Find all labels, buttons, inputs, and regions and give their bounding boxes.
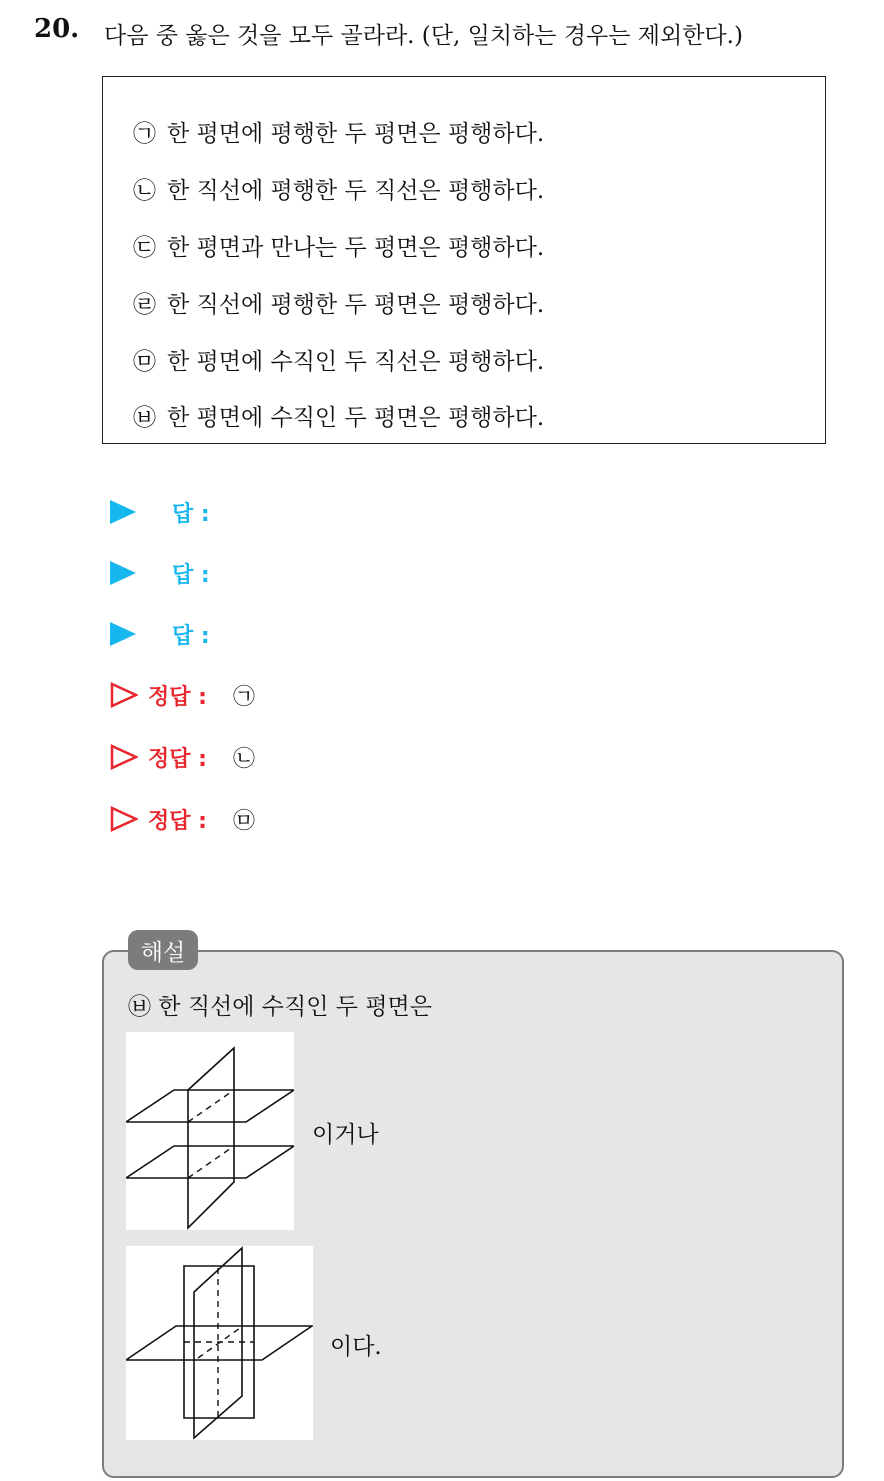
statement-text: 한 직선에 평행한 두 평면은 평행하다. xyxy=(167,292,545,318)
outline-triangle-icon xyxy=(110,806,138,832)
statement-2 xyxy=(133,172,544,205)
statement-text: 한 평면에 수직인 두 직선은 평행하다. xyxy=(167,349,545,375)
statement-text: 한 직선에 평행한 두 직선은 평행하다. xyxy=(167,178,545,204)
play-triangle-icon xyxy=(110,622,136,646)
correct-answer-row xyxy=(110,742,255,772)
statement-4 xyxy=(133,286,544,319)
figure-parallel-planes xyxy=(126,1032,294,1230)
correct-answer-value: ㉡ xyxy=(232,746,255,772)
statement-mark: ㉢ xyxy=(133,235,156,261)
statement-text: 한 평면과 만나는 두 평면은 평행하다. xyxy=(167,235,545,261)
outline-triangle-icon xyxy=(110,682,138,708)
outline-triangle-icon xyxy=(110,744,138,770)
statement-3 xyxy=(133,229,544,262)
explanation-text: ㉥ 한 직선에 수직인 두 평면은 xyxy=(128,994,432,1020)
question-text: 다음 중 옳은 것을 모두 골라라. (단, 일치하는 경우는 제외한다.) xyxy=(104,23,743,49)
statement-5 xyxy=(133,343,544,376)
answer-label: 답 : xyxy=(172,623,210,649)
statement-mark: ㉥ xyxy=(133,405,156,431)
statement-text: 한 평면에 평행한 두 평면은 평행하다. xyxy=(167,121,545,147)
statement-1 xyxy=(133,115,544,148)
answer-row[interactable] xyxy=(110,497,210,527)
question-number: 20. xyxy=(34,14,80,44)
correct-answer-row xyxy=(110,804,255,834)
answer-label: 답 : xyxy=(172,501,210,527)
explanation-tab: 해설 xyxy=(128,930,198,970)
correct-answer-row xyxy=(110,680,255,710)
statement-mark: ㉣ xyxy=(133,292,156,318)
correct-answer-value: ㉠ xyxy=(232,684,255,710)
answer-row[interactable] xyxy=(110,558,210,588)
statement-6 xyxy=(133,399,544,432)
play-triangle-icon xyxy=(110,500,136,524)
correct-answer-label: 정답 : xyxy=(148,684,207,710)
play-triangle-icon xyxy=(110,561,136,585)
answer-label: 답 : xyxy=(172,562,210,588)
statement-mark: ㉠ xyxy=(133,121,156,147)
statement-text: 한 평면에 수직인 두 평면은 평행하다. xyxy=(167,405,545,431)
answer-row[interactable] xyxy=(110,619,210,649)
figure2-caption: 이다. xyxy=(330,1334,382,1360)
figure-intersecting-planes xyxy=(126,1246,313,1440)
figure1-caption: 이거나 xyxy=(312,1122,379,1148)
correct-answer-label: 정답 : xyxy=(148,808,207,834)
statement-box xyxy=(102,76,826,444)
statement-mark: ㉡ xyxy=(133,178,156,204)
correct-answer-label: 정답 : xyxy=(148,746,207,772)
statement-mark: ㉤ xyxy=(133,349,156,375)
correct-answer-value: ㉤ xyxy=(232,808,255,834)
